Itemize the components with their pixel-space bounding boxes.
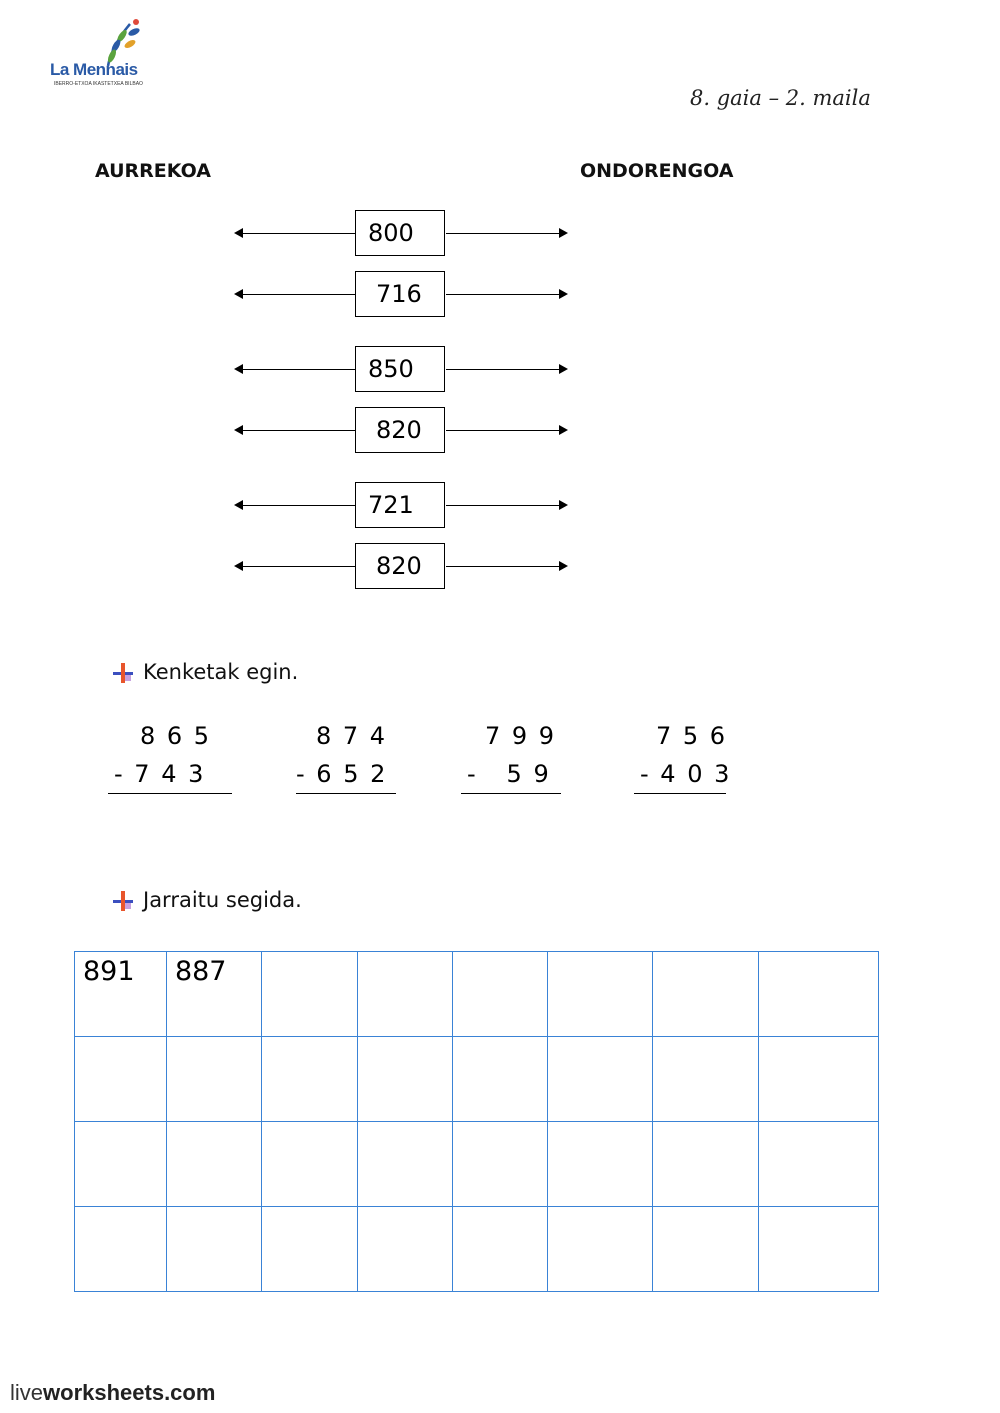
grid-cell[interactable]	[166, 1037, 261, 1122]
arrow-right-icon	[559, 425, 568, 435]
number-row	[234, 407, 568, 455]
number-box: 820	[355, 543, 445, 589]
grid-cell[interactable]	[452, 1122, 548, 1207]
grid-cell[interactable]	[653, 952, 759, 1037]
arrow-right-icon	[559, 289, 568, 299]
grid-cell[interactable]	[548, 1122, 653, 1207]
arrow-right-icon	[559, 364, 568, 374]
grid-cell[interactable]	[548, 952, 653, 1037]
grid-cell[interactable]	[759, 1037, 879, 1122]
footer-brand[interactable]	[10, 1380, 215, 1406]
logo-subtitle: IBERRO-ETXOA IKASTETXEA BILBAO	[54, 81, 143, 87]
bullet-plus-icon	[112, 890, 134, 912]
number-box: 820	[355, 407, 445, 453]
grid-cell[interactable]	[548, 1207, 653, 1292]
grid-cell[interactable]	[75, 1207, 167, 1292]
logo-name: La Mennais	[50, 60, 138, 79]
grid-cell[interactable]: 887	[166, 952, 261, 1037]
footer-brand-name: worksheets.com	[43, 1380, 216, 1405]
arrow-right-icon	[559, 561, 568, 571]
unit-label: 8. gaia – 2. maila	[690, 86, 871, 110]
number-row	[234, 346, 568, 394]
grid-cell[interactable]	[452, 1037, 548, 1122]
number-box: 850	[355, 346, 445, 392]
grid-cell[interactable]	[759, 1207, 879, 1292]
grid-cell[interactable]	[653, 1037, 759, 1122]
grid-cell[interactable]	[75, 1122, 167, 1207]
subtrahend: - 7 4 3	[114, 760, 206, 788]
grid-cell[interactable]	[548, 1037, 653, 1122]
grid-cell[interactable]	[261, 952, 357, 1037]
grid-cell[interactable]	[759, 952, 879, 1037]
number-row	[234, 482, 568, 530]
subtrahend: - 5 9	[467, 760, 551, 788]
subtrahend: - 4 0 3	[640, 760, 732, 788]
minuend: 7 5 6	[656, 722, 728, 750]
minuend: 7 9 9	[485, 722, 557, 750]
grid-cell[interactable]	[75, 1037, 167, 1122]
number-row	[234, 210, 568, 258]
subtrahend: - 6 5 2	[296, 760, 388, 788]
number-box: 716	[355, 271, 445, 317]
grid-cell[interactable]	[166, 1122, 261, 1207]
grid-cell[interactable]	[357, 1122, 452, 1207]
previous-column-heading: AURREKOA	[95, 160, 212, 182]
grid-cell[interactable]	[357, 1207, 452, 1292]
sequence-title: Jarraitu segida.	[143, 888, 302, 912]
footer-prefix: live	[10, 1380, 44, 1405]
number-row	[234, 543, 568, 591]
grid-cell[interactable]	[653, 1122, 759, 1207]
subtraction-title: Kenketak egin.	[143, 660, 299, 684]
grid-cell[interactable]	[357, 952, 452, 1037]
grid-cell[interactable]	[357, 1037, 452, 1122]
grid-cell[interactable]	[261, 1037, 357, 1122]
arrow-right-icon	[559, 228, 568, 238]
minuend: 8 7 4	[316, 722, 388, 750]
grid-cell[interactable]: 891	[75, 952, 167, 1037]
number-box: 721	[355, 482, 445, 528]
next-column-heading: ONDORENGOA	[580, 160, 734, 182]
arrow-right-icon	[559, 500, 568, 510]
wheat-icon	[106, 19, 140, 66]
grid-cell[interactable]	[452, 1207, 548, 1292]
grid-cell[interactable]	[452, 952, 548, 1037]
number-box: 800	[355, 210, 445, 256]
number-row	[234, 271, 568, 319]
bullet-plus-icon	[112, 662, 134, 684]
grid-cell[interactable]	[261, 1122, 357, 1207]
minuend: 8 6 5	[140, 722, 212, 750]
grid-cell[interactable]	[759, 1122, 879, 1207]
grid-cell[interactable]	[653, 1207, 759, 1292]
grid-cell[interactable]	[166, 1207, 261, 1292]
grid-cell[interactable]	[261, 1207, 357, 1292]
sequence-grid	[74, 951, 879, 1292]
